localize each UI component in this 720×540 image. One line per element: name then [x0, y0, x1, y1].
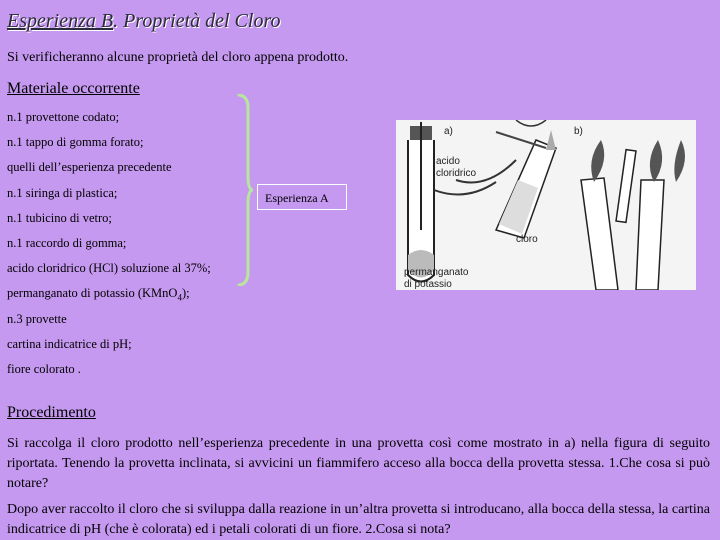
- label-di-potassio: di potassio: [404, 279, 452, 290]
- title-subject: . Proprietà del Cloro: [113, 10, 281, 32]
- kmno4-text: permanganato di potassio (KMnO: [7, 286, 178, 301]
- label-acido: acido: [436, 156, 460, 167]
- material-item: n.1 siringa di plastica;: [7, 185, 118, 200]
- procedure-heading: Procedimento: [7, 404, 96, 421]
- material-item: acido cloridrico (HCl) soluzione al 37%;: [7, 261, 211, 276]
- title-experiment: Esperienza B: [7, 10, 114, 32]
- material-item: quelli dell’esperienza precedente: [7, 160, 172, 175]
- procedure-paragraph-2: Dopo aver raccolto il cloro che si sviluppa dalla reazione in un’altra provetta si introducano, alla bocca della stessa, la cartina indicatrice di pH (che è colorata) ed i petali colorati di un fiore. 2.Cosa si nota?: [7, 502, 710, 537]
- materials-list: [7, 110, 211, 387]
- kmno4-subscript: 4: [177, 292, 182, 303]
- curly-brace-icon: [236, 94, 254, 286]
- intro-text: Si verificheranno alcune proprietà del cloro appena prodotto.: [7, 50, 349, 65]
- material-item: fiore colorato .: [7, 361, 81, 376]
- material-item-kmno4: [7, 286, 211, 311]
- material-item: n.1 tubicino di vetro;: [7, 210, 112, 225]
- procedure-paragraph-1: Si raccolga il cloro prodotto nell’esperienza precedente in una provetta così come mostrato in a) nella figura di seguito riportata. Tenendo la provetta inclinata, si avvicini un fiammifero acceso alla bocca della provetta stessa. 1.Che cosa si può notare?: [7, 436, 710, 491]
- label-cloridrico: cloridrico: [436, 168, 477, 179]
- material-item: n.1 provettone codato;: [7, 110, 120, 124]
- material-item: n.1 tappo di gomma forato;: [7, 135, 144, 150]
- material-item: cartina indicatrice di pH;: [7, 336, 132, 351]
- label-cloro: cloro: [516, 234, 538, 245]
- kmno4-tail: );: [181, 286, 190, 301]
- reference-box: Esperienza A: [257, 184, 347, 210]
- material-item: n.3 provette: [7, 311, 67, 326]
- label-permanganato: permanganato: [404, 267, 469, 278]
- page-title: [7, 10, 281, 33]
- label-b: b): [574, 126, 583, 137]
- materials-heading: Materiale occorrente: [7, 80, 140, 97]
- apparatus-figure: [396, 120, 696, 290]
- label-a: a): [444, 126, 453, 137]
- material-item: n.1 raccordo di gomma;: [7, 235, 127, 250]
